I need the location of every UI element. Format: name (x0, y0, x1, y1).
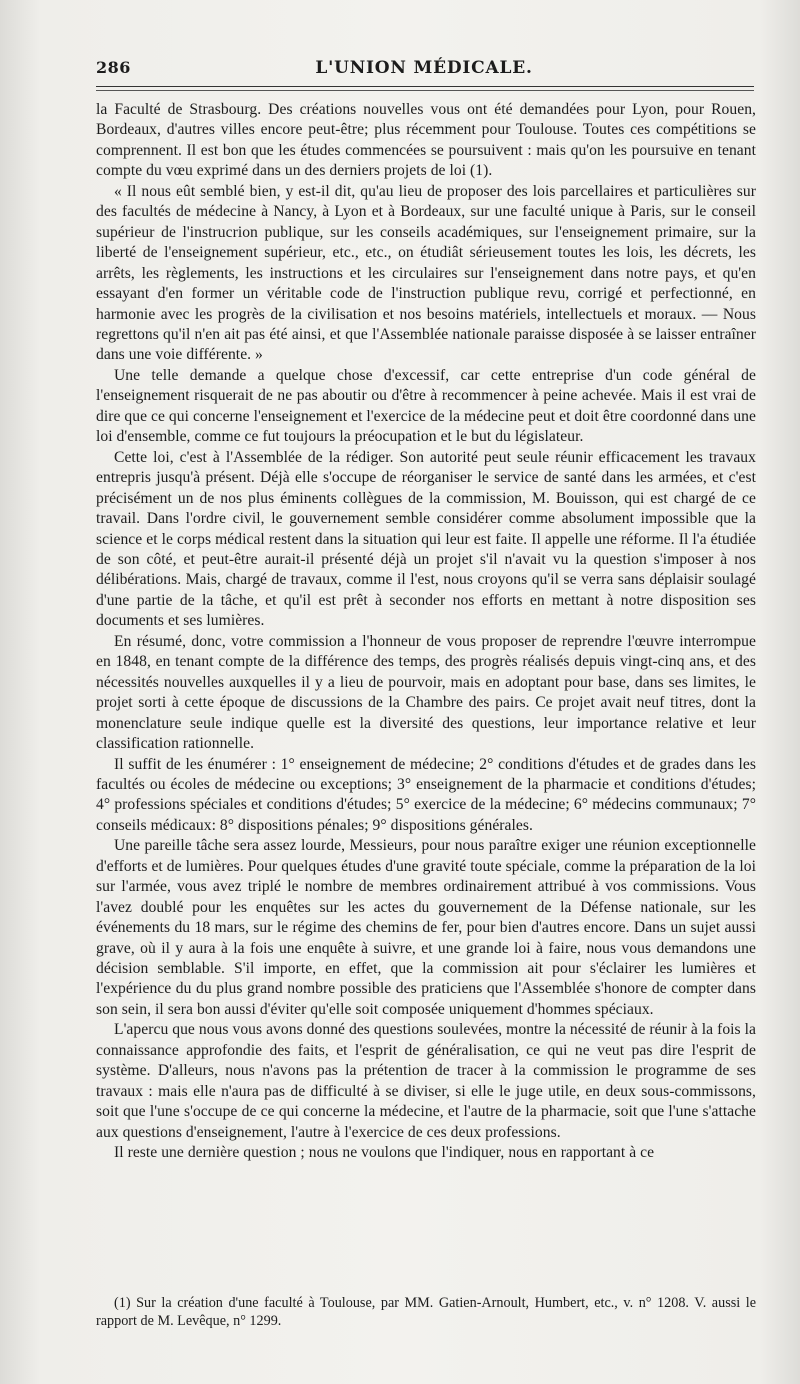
page-header (96, 58, 752, 84)
paragraph: Il suffit de les énumérer : 1° enseignement de médecine; 2° conditions d'études et de grades dans les facultés ou écoles de médecine ou exceptions; 3° enseignement de la pharmacie et conditions d'études; 4° professions spéciales et conditions d'études; 5° exercice de la médecine; 6° médecins communaux; 7° conseils médicaux: 8° dispositions pénales; 9° dispositions générales. (96, 755, 756, 834)
paragraph: la Faculté de Strasbourg. Des créations nouvelles vous ont été demandées pour Lyon, pour Rouen, Bordeaux, d'autres villes encore peut-être; plus récemment pour Toulouse. Toutes ces compétitions se comprennent. Il est bon que les études commencées se poursuivent : mais qu'on les poursuive en tenant compte du vœu exprimé dans un des derniers projets de loi (1). (96, 101, 756, 180)
paragraph: « Il nous eût semblé bien, y est-il dit, qu'au lieu de proposer des lois parcellaires et particulières sur des facultés de médecine à Nancy, à Lyon et à Bordeaux, sur une faculté unique à Paris, sur le conseil supérieur de l'instrucrion publique, sur les conseils académiques, sur l'enseignement primaire, sur la liberté de l'enseignement supérieur, etc., etc., on étudiât sérieusement toutes les lois, les décrets, les arrêts, les règlements, les instructions et les circulaires sur l'enseignement dans notre pays, et qu'en essayant d'en former un véritable code de l'instruction publique revu, corrigé et perfectionné, en harmonie avec les progrès de la civilisation et nos besoins matériels, intellectuels et moraux. — Nous regrettons qu'il n'en ait pas été ainsi, et que l'Assemblée nationale paraisse disposée à se laisser entraîner dans une voie différente. » (96, 182, 756, 364)
paragraph: Il reste une dernière question ; nous ne voulons que l'indiquer, nous en rapportant à ce (114, 1144, 655, 1162)
paragraph: Cette loi, c'est à l'Assemblée de la rédiger. Son autorité peut seule réunir efficacement les travaux entrepris jusqu'à présent. Déjà elle s'occupe de réorganiser le service de santé dans les armées, et c'est précisément un de nos plus éminents collègues de la commission, M. Bouisson, qui est chargé de ce travail. Dans l'ordre civil, le gouvernement semble considérer comme absolument impossible que la science et le corps médical restent dans la situation qui leur est faite. Il appelle une réforme. Il l'a étudiée de son côté, et peut-être aurait-il présenté déjà un projet s'il n'avait vu la question s'imposer à nos délibérations. Mais, chargé de travaux, comme il l'est, nous croyons qu'il se verra sans déplaisir soulagé d'une partie de la tâche, et qu'il est prêt à seconder nos efforts en mettant à notre disposition ses documents et ses lumières. (96, 448, 756, 630)
footnote (96, 1294, 756, 1330)
header-rule-thin (96, 90, 754, 91)
running-title: L'UNION MÉDICALE. (315, 58, 533, 78)
paragraph: L'apercu que nous vous avons donné des questions soulevées, montre la nécessité de réunir à la fois la connaissance approfondie des faits, et l'esprit de généralisation, ce qui ne veut pas dire l'esprit de système. D'alleurs, nous n'avons pas la prétention de tracer à la commission le programme de ses travaux : mais elle n'aura pas de difficulté à se diviser, si elle le juge utile, en deux sous-commissons, soit que l'une s'occupe de ce qui concerne la médecine, et l'autre de la pharmacie, soit que l'une s'attache aux questions d'enseignement, l'autre à l'exercice de ces deux professions. (96, 1021, 756, 1141)
body-text (96, 100, 756, 1164)
page-number: 286 (96, 58, 131, 77)
paragraph: Une pareille tâche sera assez lourde, Messieurs, pour nous paraître exiger une réunion exceptionnelle d'efforts et de lumières. Pour quelques études d'une gravité toute spéciale, comme la préparation de la loi sur l'armée, vous avez triplé le nombre de membres ordinairement attribué à vos commissions. Vous l'avez doublé pour les enquêtes sur les actes du gouvernement de la Défense nationale, sur les événements du 18 mars, sur le régime des chemins de fer, pour bien d'autres encore. Dans un sujet aussi grave, où il y aura à la fois une enquête à suivre, et une grande loi à faire, nous vous demandons une décision semblable. S'il importe, en effet, que la commission ait pour s'éclairer les lumières et l'expérience du du plus grand nombre possible des praticiens que l'Assemblée s'honore de compter dans son sein, il sera bon aussi d'éviter qu'elle soit composée uniquement d'hommes spéciaux. (96, 837, 756, 1018)
footnote-text: (1) Sur la création d'une faculté à Toulouse, par MM. Gatien-Arnoult, Humbert, etc., v. n° 1208. V. aussi le rapport de M. Levêque, n° 1299. (96, 1295, 756, 1329)
paragraph: En résumé, donc, votre commission a l'honneur de vous proposer de reprendre l'œuvre interrompue en 1848, en tenant compte de la différence des temps, des progrès réalisés depuis vingt-cinq ans, et des nécessités nouvelles auxquelles il y a lieu de pourvoir, mais en adoptant pour base, dans ses limites, le projet sorti à cette époque de discussions de la Chambre des pairs. Ce projet avait neuf titres, dont la monenclature seule indique quelle est la diversité des questions, leur importance relative et leur classification rationnelle. (96, 632, 756, 753)
header-rule (96, 86, 754, 87)
paragraph: Une telle demande a quelque chose d'excessif, car cette entreprise d'un code général de l'enseignement risquerait de ne pas aboutir ou d'être à recommencer à peine achevée. Mais il est vrai de dire que ce qui concerne l'enseignement et l'exercice de la médecine peut et doit être coordonné dans une loi d'ensemble, comme ce fut toujours la préocupation et le but du législateur. (96, 366, 756, 446)
